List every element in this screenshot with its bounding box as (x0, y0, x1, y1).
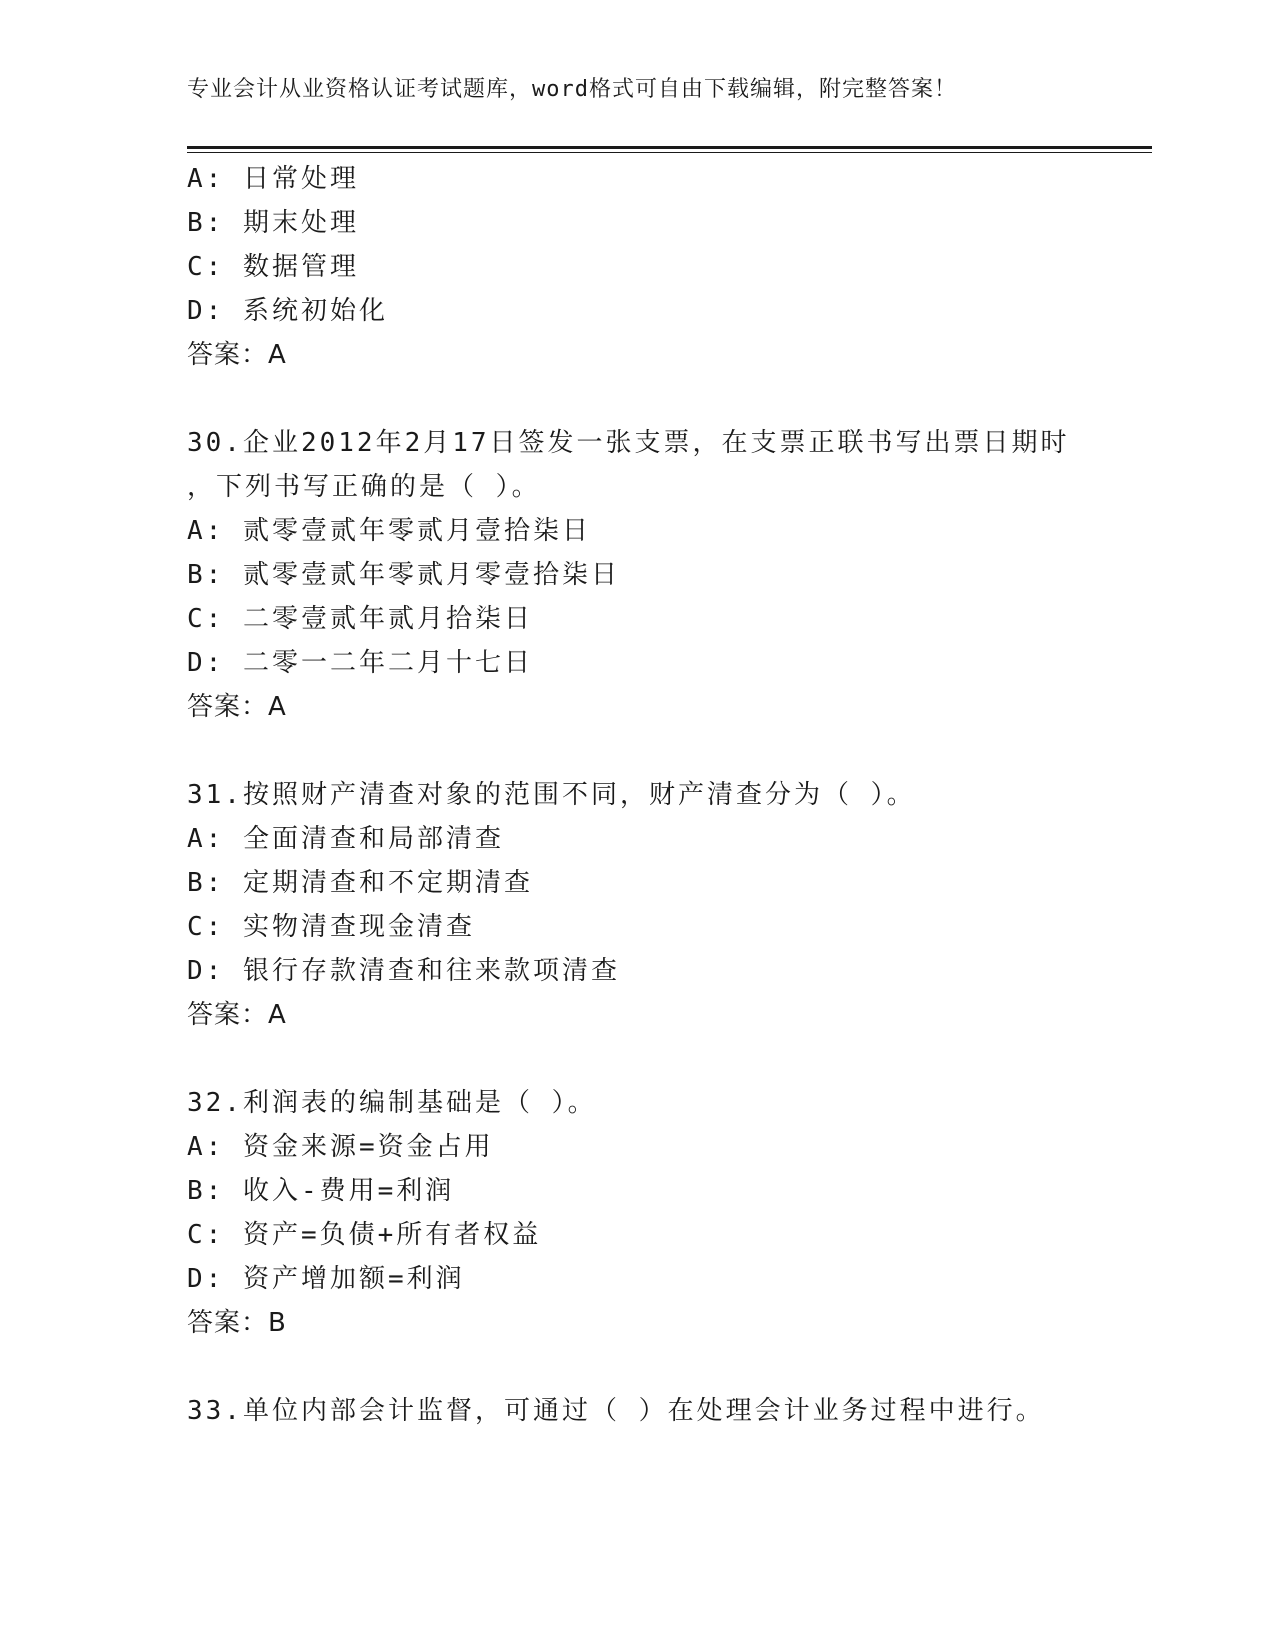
q29-option-c: C: 数据管理 (187, 252, 359, 282)
q32-answer: 答案：B (187, 1308, 287, 1338)
q30-question-line2: ，下列书写正确的是（ ）。 (187, 472, 541, 502)
q30-option-b: B: 贰零壹贰年零贰月零壹拾柒日 (187, 560, 620, 590)
q29-option-b: B: 期末处理 (187, 208, 359, 238)
q30-option-a: A: 贰零壹贰年零贰月壹拾柒日 (187, 516, 591, 546)
q30-answer: 答案：A (187, 692, 287, 722)
q32-option-c: C: 资产=负债+所有者权益 (187, 1220, 542, 1250)
header-divider-thick (187, 146, 1152, 149)
q31-option-a: A: 全面清查和局部清查 (187, 824, 504, 854)
page-header: 专业会计从业资格认证考试题库，word格式可自由下载编辑，附完整答案！ (187, 77, 957, 102)
q31-option-d: D: 银行存款清查和往来款项清查 (187, 956, 620, 986)
q31-question: 31.按照财产清查对象的范围不同，财产清查分为（ ）。 (187, 780, 916, 810)
q32-option-b: B: 收入-费用=利润 (187, 1176, 455, 1206)
q31-option-b: B: 定期清查和不定期清查 (187, 868, 533, 898)
q29-answer: 答案：A (187, 340, 287, 370)
q31-answer: 答案：A (187, 1000, 287, 1030)
q33-question: 33.单位内部会计监督，可通过（ ）在处理会计业务过程中进行。 (187, 1396, 1045, 1426)
q31-option-c: C: 实物清查现金清查 (187, 912, 475, 942)
header-divider-thin (187, 152, 1152, 153)
q30-option-c: C: 二零壹贰年贰月拾柒日 (187, 604, 533, 634)
q30-question-line1: 30.企业2012年2月17日签发一张支票，在支票正联书写出票日期时 (187, 428, 1070, 458)
q32-option-a: A: 资金来源=资金占用 (187, 1132, 494, 1162)
q30-option-d: D: 二零一二年二月十七日 (187, 648, 533, 678)
q32-option-d: D: 资产增加额=利润 (187, 1264, 465, 1294)
q32-question: 32.利润表的编制基础是（ ）。 (187, 1088, 597, 1118)
q29-option-d: D: 系统初始化 (187, 296, 388, 326)
q29-option-a: A: 日常处理 (187, 164, 359, 194)
